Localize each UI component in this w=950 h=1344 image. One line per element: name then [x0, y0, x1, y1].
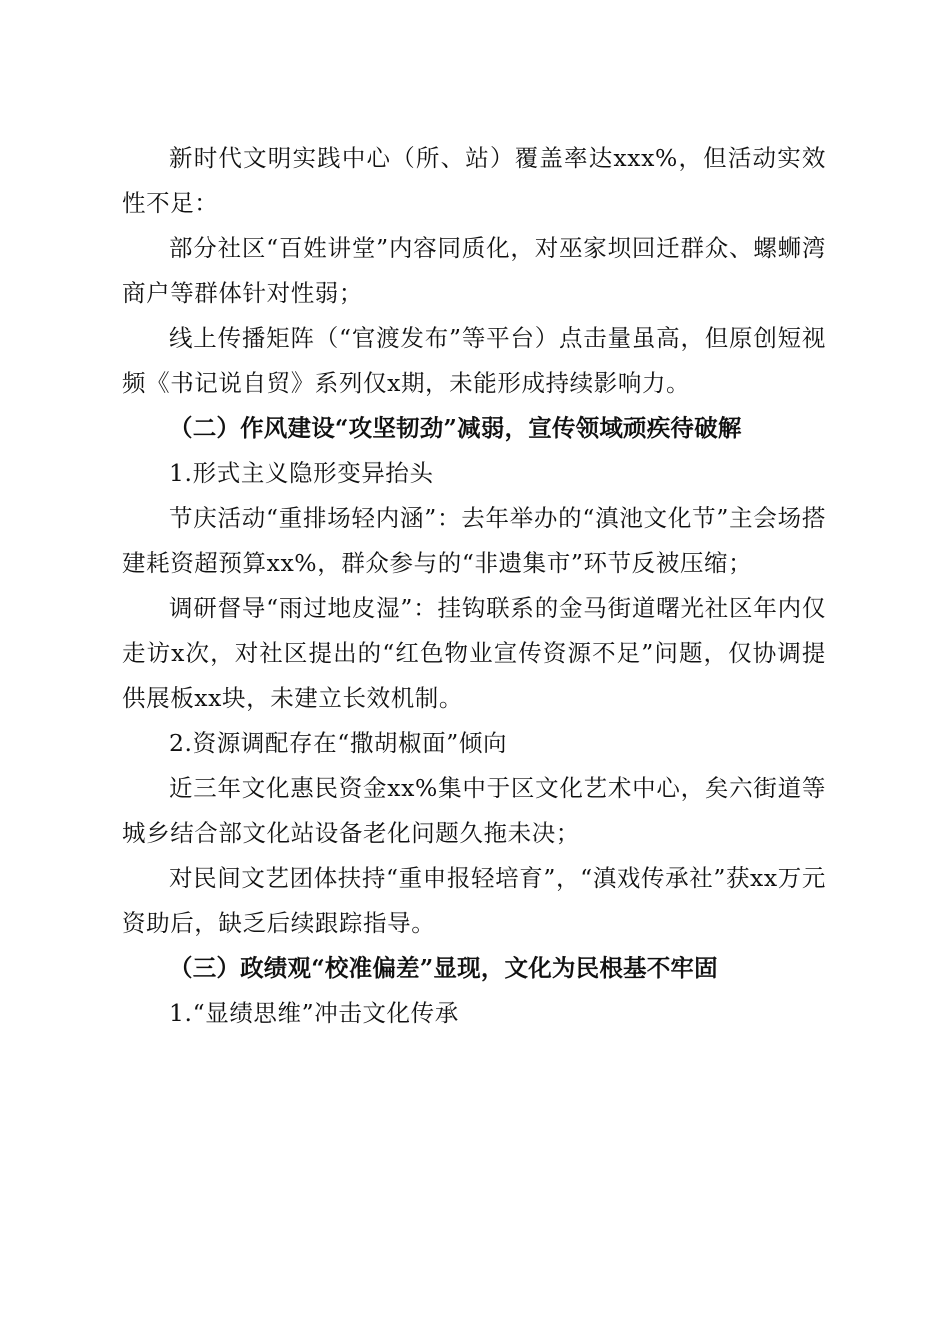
paragraph-survey: 调研督导“雨过地皮湿”：挂钩联系的金马街道曙光社区年内仅走访x次，对社区提出的“红色物业宣传资源不足”问题，仅协调提供展板xx块，未建立长效机制。 — [122, 594, 826, 712]
paragraph-funds: 近三年文化惠民资金xx%集中于区文化艺术中心，矣六街道等城乡结合部文化站设备老化问题久拖未决； — [122, 774, 826, 847]
paragraph-lecture-hall: 部分社区“百姓讲堂”内容同质化，对巫家坝回迁群众、螺蛳湾商户等群体针对性弱； — [122, 234, 826, 307]
subheading-formalism: 1.形式主义隐形变异抬头 — [169, 459, 434, 487]
section-heading-3: （三）政绩观“校准偏差”显现，文化为民根基不牢固 — [169, 954, 718, 982]
paragraph-festival: 节庆活动“重排场轻内涵”：去年举办的“滇池文化节”主会场搭建耗资超预算xx%，群众参与的“非遗集市”环节反被压缩； — [122, 504, 826, 577]
subheading-achievement: 1.“显绩思维”冲击文化传承 — [169, 999, 459, 1027]
paragraph-coverage: 新时代文明实践中心（所、站）覆盖率达xxx%，但活动实效性不足： — [122, 144, 826, 217]
paragraph-online-matrix: 线上传播矩阵（“官渡发布”等平台）点击量虽高，但原创短视频《书记说自贸》系列仅x期，未能形成持续影响力。 — [122, 324, 826, 397]
subheading-resources: 2.资源调配存在“撒胡椒面”倾向 — [169, 729, 508, 757]
section-heading-2: （二）作风建设“攻坚韧劲”减弱，宣传领域顽疾待破解 — [169, 414, 742, 442]
paragraph-art-groups: 对民间文艺团体扶持“重申报轻培育”，“滇戏传承社”获xx万元资助后，缺乏后续跟踪指导。 — [122, 864, 826, 937]
document-body — [122, 136, 826, 1036]
